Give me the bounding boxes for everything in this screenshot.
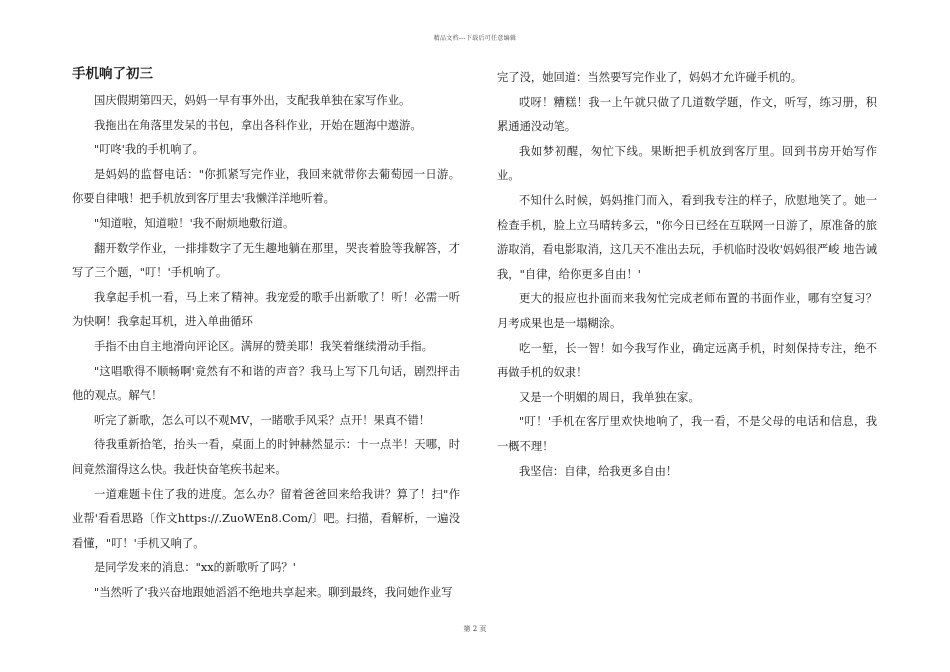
paragraph: 待我重新拾笔，抬头一看，桌面上的时钟赫然显示：十一点半！天哪，时间竟然溜得这么快。我赶快奋笔疾书起来。 — [72, 438, 460, 476]
paragraph: "叮！'手机在客厅里欢快地响了，我一看，不是父母的电话和信息，我一概不理！ — [497, 415, 877, 453]
left-column — [72, 66, 460, 605]
paragraph: 我拿起手机一看，马上来了精神。我宠爱的歌手出新歌了！听！必需一听为快啊！我拿起耳机，进入单曲循环 — [72, 290, 460, 329]
paragraph: 我坚信：自律，给我更多自由！ — [519, 464, 678, 478]
paragraph: 手指不由自主地滑向评论区。满屏的赞美耶！我笑着继续滑动手指。 — [94, 339, 433, 353]
paragraph: 哎呀！糟糕！我一上午就只做了几道数学题，作文，听写，练习册，积累通通没动笔。 — [497, 95, 877, 134]
paragraph: 一道难题卡住了我的进度。怎么办？留着爸爸回来给我讲？算了！扫"作业帮'看看思路〔作文https://.ZuoWEn8.Com/〕吧。扫描，看解析，一遍没看懂，"叮！'手机又响了。 — [72, 487, 460, 550]
paragraph: 我如梦初醒，匆忙下线。果断把手机放到客厅里。回到书房开始写作业。 — [497, 144, 877, 183]
paragraph: "当然听了'我兴奋地跟她滔滔不绝地共享起来。聊到最终，我问她作业写 — [94, 585, 453, 599]
paragraph: 吃一堑，长一智！如今我写作业，确定远离手机，时刻保持专注，绝不再做手机的奴隶！ — [497, 341, 877, 380]
paragraph: "叮咚'我的手机响了。 — [94, 143, 204, 157]
paragraph: 国庆假期第四天，妈妈一早有事外出，支配我单独在家写作业。 — [94, 94, 411, 107]
paragraph: "这唱歌得不顺畅啊'竟然有不和谐的声音？我马上写下几句话，剧烈抨击他的观点。解气！ — [72, 364, 460, 403]
paragraph: 是妈妈的监督电话："你抓紧写完作业，我回来就带你去葡萄园一日游。你要自律哦！把手机放到客厅里去'我懒洋洋地听着。 — [72, 167, 460, 206]
right-column — [497, 66, 877, 484]
paragraph: 更大的报应也扑面而来我匆忙完成老师布置的书面作业，哪有空复习？月考成果也是一塌糊涂。 — [497, 292, 877, 330]
paragraph: 不知什么时候，妈妈推门而入，看到我专注的样子，欣慰地笑了。她一检查手机，脸上立马晴转多云，"你今日已经在互联网一日游了，原准备的旅游取消，看电影取消，这几天不准出去玩，手机临时没收'妈妈很严峻 地告诫我，"自律，给你更多自由！' — [497, 193, 877, 281]
paragraph-continuation: 完了没，她回道：当然要写完作业了，妈妈才允许碰手机的。 — [497, 71, 803, 84]
page-number: 第 2 页 — [463, 625, 487, 633]
paragraph: "知道啦，知道啦！'我不耐烦地敷衍道。 — [94, 216, 295, 230]
paragraph: 是同学发来的消息："xx的新歌听了吗？' — [94, 561, 296, 575]
article-title: 手机响了初三 — [72, 66, 153, 82]
page-header: 精品文档---下载后可任意编辑 — [433, 35, 517, 42]
paragraph: 听完了新歌，怎么可以不观MV，一睹歌手风采？点开！果真不错！ — [94, 413, 431, 427]
paragraph: 又是一个明媚的周日，我单独在家。 — [519, 390, 700, 404]
paragraph: 翻开数学作业，一排排数字了无生趣地躺在那里，哭丧着脸等我解答，才写了三个题，"叮！'手机响了。 — [72, 241, 460, 280]
paragraph: 我拖出在角落里发呆的书包，拿出各科作业，开始在题海中遨游。 — [94, 118, 422, 132]
